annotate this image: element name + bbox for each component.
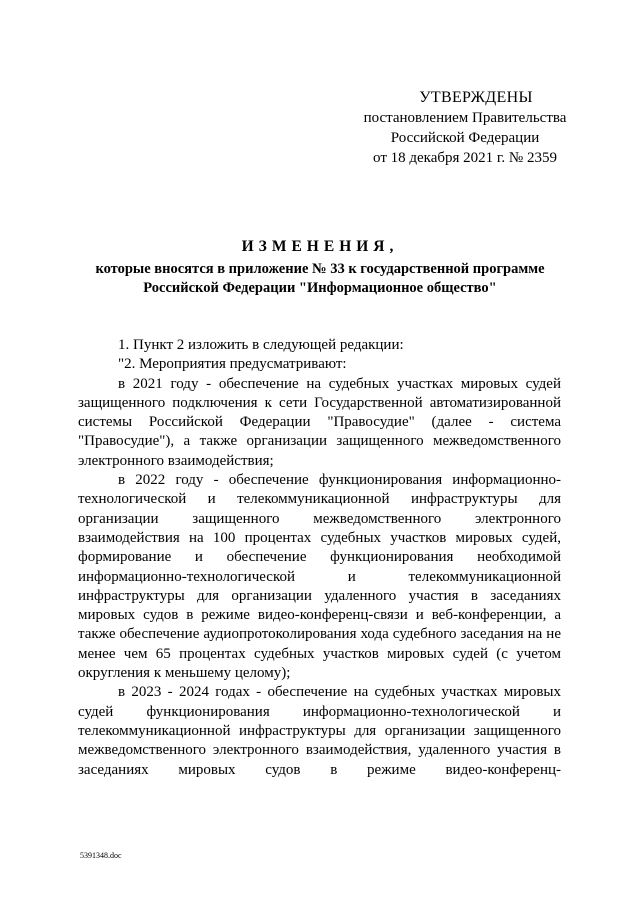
subtitle-line-1: которые вносятся в приложение № 33 к государственной программе: [95, 261, 545, 277]
document-body: [78, 336, 561, 780]
paragraph-4: в 2022 году - обеспечение функционирования информационно-технологической и телекоммуникационной инфраструктуры для организации защищенного межведомственного электронного взаимодействия на 100 процентах судебных участков мировых судей, формирование и обеспечение функционирования необходимой информационно-технологической и телекоммуникационной инфраструктуры для организации удаленного участия в заседаниях мировых судов в режиме видео-конференц-связи и веб-конференции, а также обеспечение аудиопротоколирования хода судебного заседания на не менее чем 65 процентах судебных участков мировых судей (с учетом округления к меньшему целому);: [78, 472, 561, 682]
paragraph-2: "2. Мероприятия предусматривают:: [118, 356, 347, 373]
paragraph-1: 1. Пункт 2 изложить в следующей редакции:: [118, 337, 404, 353]
approval-line-1: постановлением Правительства: [363, 110, 567, 126]
document-title: ИЗМЕНЕНИЯ,: [241, 238, 399, 255]
file-name-footer: 5391348.doc: [80, 851, 122, 860]
paragraph-3: в 2021 году - обеспечение на судебных участках мировых судей защищенного подключения к сети Государственной автоматизированной системы Российской Федерации "Правосудие" (далее - система "Правосудие"), а также организации защищенного межведомственного электронного взаимодействия;: [78, 375, 561, 469]
paragraph-5: в 2023 - 2024 годах - обеспечение на судебных участках мировых судей функционирования информационно-технологической и телекоммуникационной инфраструктуры для организации защищенного межведомственного электронного взаимодействия, удаленного участия в заседаниях мировых судов в режиме видео-конференц-: [78, 684, 561, 778]
approval-line-2: Российской Федерации: [390, 130, 540, 146]
document-subtitle: [60, 260, 580, 298]
approval-block: [330, 88, 600, 168]
approval-heading: УТВЕРЖДЕНЫ: [419, 89, 533, 106]
subtitle-line-2: Российской Федерации "Информационное общество": [143, 280, 497, 296]
approval-line-3: от 18 декабря 2021 г. № 2359: [373, 150, 557, 166]
